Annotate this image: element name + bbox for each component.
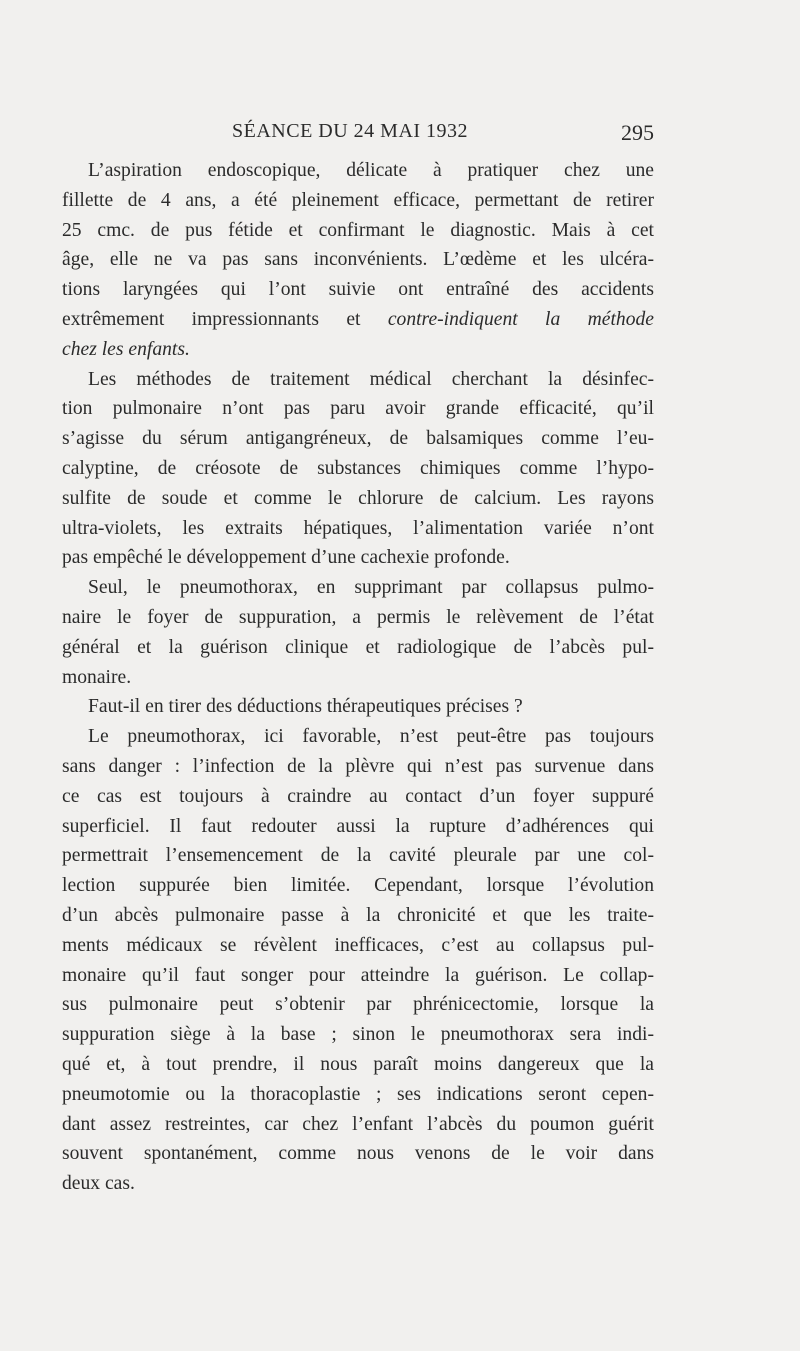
text-line: monaire qu’il faut songer pour atteindre la guérison. Le collap- <box>62 964 654 986</box>
text-line: pas empêché le développement d’une cachexie profonde. <box>62 547 510 569</box>
italic-phrase: contre-indiquent la méthode <box>387 308 655 330</box>
text-line: tions laryngées qui l’ont suivie ont entraîné des accidents <box>62 279 654 301</box>
text-line: fillette de 4 ans, a été pleinement efficace, permettant de retirer <box>62 189 654 211</box>
text-line: pneumotomie ou la thoracoplastie ; ses indications seront cepen- <box>62 1083 654 1105</box>
text-run: extrêmement impressionnants et <box>62 308 361 330</box>
text-line: naire le foyer de suppuration, a permis le relèvement de l’état <box>62 606 654 628</box>
text-line: Les méthodes de traitement médical cherchant la désinfec- <box>88 368 654 390</box>
text-line: sus pulmonaire peut s’obtenir par phrénicectomie, lorsque la <box>62 994 654 1016</box>
body-text <box>62 156 654 1199</box>
paragraph-1 <box>62 156 654 365</box>
paragraph-3 <box>62 573 654 692</box>
text-line: qué et, à tout prendre, il nous paraît moins dangereux que la <box>62 1053 654 1075</box>
text-line: souvent spontanément, comme nous venons de le voir dans <box>62 1143 654 1165</box>
text-line: sans danger : l’infection de la plèvre qui n’est pas survenue dans <box>62 755 654 777</box>
running-header <box>62 120 654 150</box>
italic-line: chez les enfants. <box>62 338 190 360</box>
text-line: Faut-il en tirer des déductions thérapeutiques précises ? <box>88 696 523 718</box>
text-line: général et la guérison clinique et radiologique de l’abcès pul- <box>62 636 654 658</box>
text-line: calyptine, de créosote de substances chimiques comme l’hypo- <box>62 457 654 479</box>
text-line: tion pulmonaire n’ont pas paru avoir grande efficacité, qu’il <box>62 398 654 420</box>
running-title: SÉANCE DU 24 MAI 1932 <box>232 120 469 142</box>
page-number: 295 <box>621 120 654 145</box>
text-line: ments médicaux se révèlent inefficaces, c’est au collapsus pul- <box>62 934 654 956</box>
text-line: d’un abcès pulmonaire passe à la chronicité et que les traite- <box>62 904 654 926</box>
text-line: deux cas. <box>62 1173 135 1195</box>
text-line: 25 cmc. de pus fétide et confirmant le diagnostic. Mais à cet <box>62 219 654 241</box>
text-line: âge, elle ne va pas sans inconvénients. L’œdème et les ulcéra- <box>62 249 654 271</box>
paragraph-4 <box>62 692 654 722</box>
text-line-mixed <box>62 305 654 335</box>
text-line: Le pneumothorax, ici favorable, n’est peut-être pas toujours <box>88 726 654 748</box>
text-line: superficiel. Il faut redouter aussi la rupture d’adhérences qui <box>62 815 654 837</box>
paragraph-5 <box>62 722 654 1199</box>
text-line: permettrait l’ensemencement de la cavité pleurale par une col- <box>62 845 654 867</box>
text-line: sulfite de soude et comme le chlorure de calcium. Les rayons <box>62 487 654 509</box>
text-line: Seul, le pneumothorax, en supprimant par collapsus pulmo- <box>88 577 654 599</box>
text-line: L’aspiration endoscopique, délicate à pratiquer chez une <box>88 160 654 181</box>
text-line: ultra-violets, les extraits hépatiques, l’alimentation variée n’ont <box>62 517 654 539</box>
text-line: monaire. <box>62 666 132 688</box>
text-line: suppuration siège à la base ; sinon le pneumothorax sera indi- <box>62 1024 654 1046</box>
text-line: s’agisse du sérum antigangréneux, de balsamiques comme l’eu- <box>62 428 654 450</box>
text-line: lection suppurée bien limitée. Cependant, lorsque l’évolution <box>62 875 654 897</box>
paragraph-2 <box>62 365 654 574</box>
text-line: dant assez restreintes, car chez l’enfant l’abcès du poumon guérit <box>62 1113 654 1135</box>
text-line: ce cas est toujours à craindre au contact d’un foyer suppuré <box>62 785 654 807</box>
